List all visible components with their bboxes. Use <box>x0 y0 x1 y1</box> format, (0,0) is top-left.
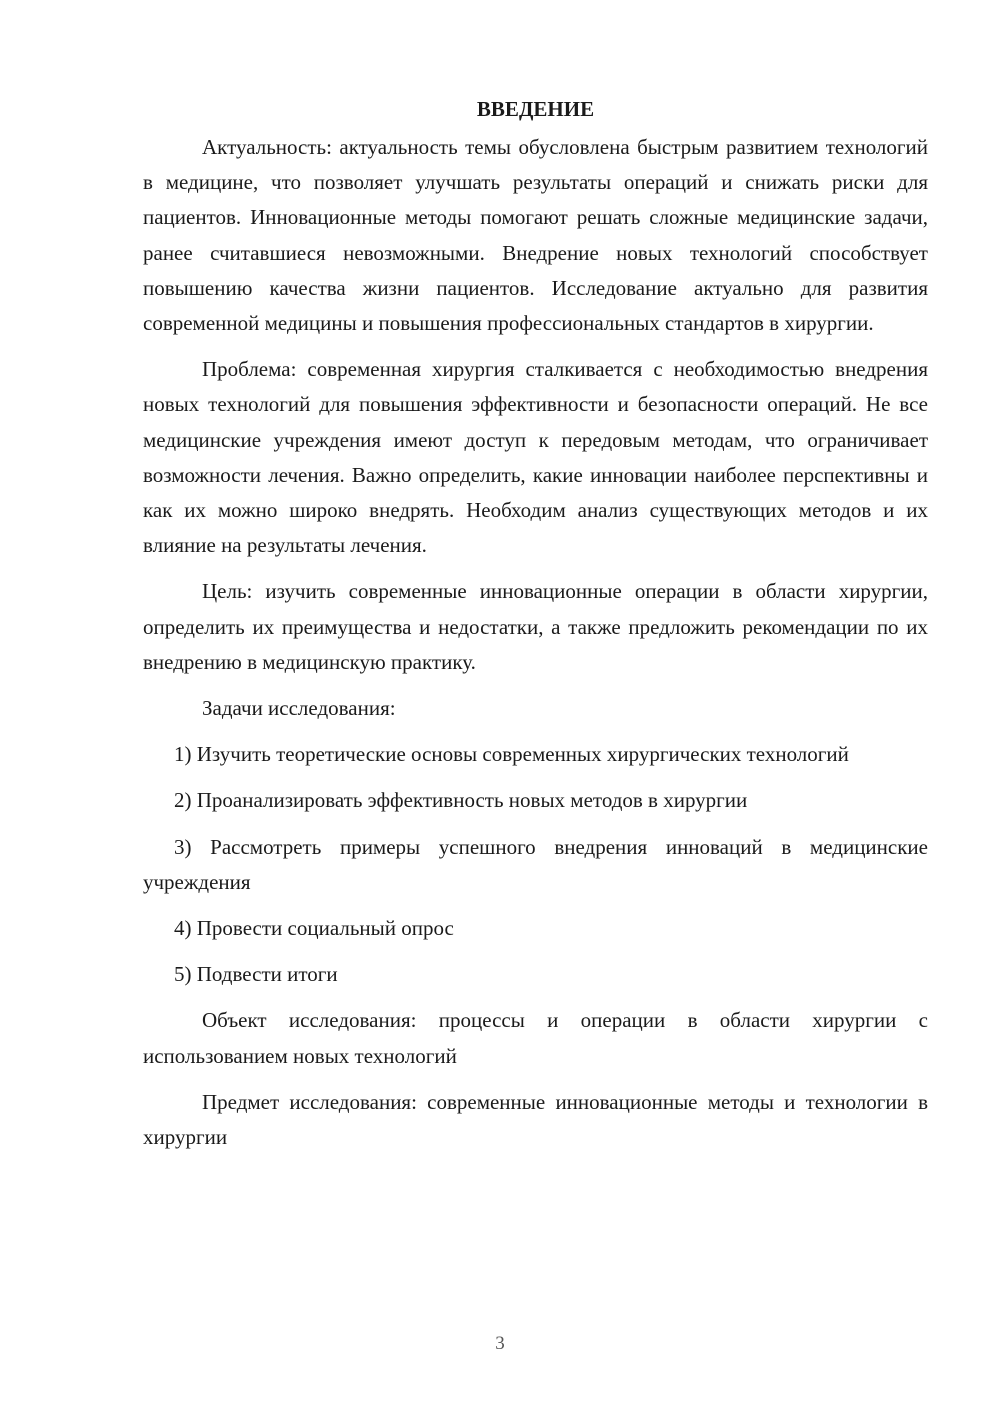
section-title: ВВЕДЕНИЕ <box>476 97 595 121</box>
task-item: 2) Проанализировать эффективность новых методов в хирургии <box>174 788 748 813</box>
problem-paragraph: Проблема: современная хирургия сталкивается с необходимостью внедрения новых технологий для повышения эффективности и безопасности операций. Не все медицинские учреждения имеют доступ к передовым методам, что ограничивает возможности лечения. Важно определить, какие инновации наиболее перспективны и как их можно широко внедрять. Необходим анализ существующих методов и их влияние на результаты лечения. <box>143 357 928 558</box>
object-paragraph: Объект исследования: процессы и операции в области хирургии с использованием новых технологий <box>143 1008 928 1068</box>
document-page <box>143 92 928 1166</box>
task-item: 3) Рассмотреть примеры успешного внедрения инноваций в медицинские учреждения <box>143 834 928 894</box>
page-number: 3 <box>495 1333 505 1354</box>
task-item: 4) Провести социальный опрос <box>174 916 454 941</box>
tasks-label: Задачи исследования: <box>202 696 396 721</box>
task-item: 1) Изучить теоретические основы современных хирургических технологий <box>174 742 849 767</box>
goal-paragraph: Цель: изучить современные инновационные операции в области хирургии, определить их преимущества и недостатки, а также предложить рекомендации по их внедрению в медицинскую практику. <box>143 579 928 674</box>
task-item: 5) Подвести итоги <box>174 962 338 987</box>
relevance-paragraph: Актуальность: актуальность темы обусловлена быстрым развитием технологий в медицине, что позволяет улучшать результаты операций и снижать риски для пациентов. Инновационные методы помогают решать сложные медицинские задачи, ранее считавшиеся невозможными. Внедрение новых технологий способствует повышению качества жизни пациентов. Исследование актуально для развития современной медицины и повышения профессиональных стандартов в хирургии. <box>143 135 928 336</box>
subject-paragraph: Предмет исследования: современные инновационные методы и технологии в хирургии <box>143 1089 928 1150</box>
